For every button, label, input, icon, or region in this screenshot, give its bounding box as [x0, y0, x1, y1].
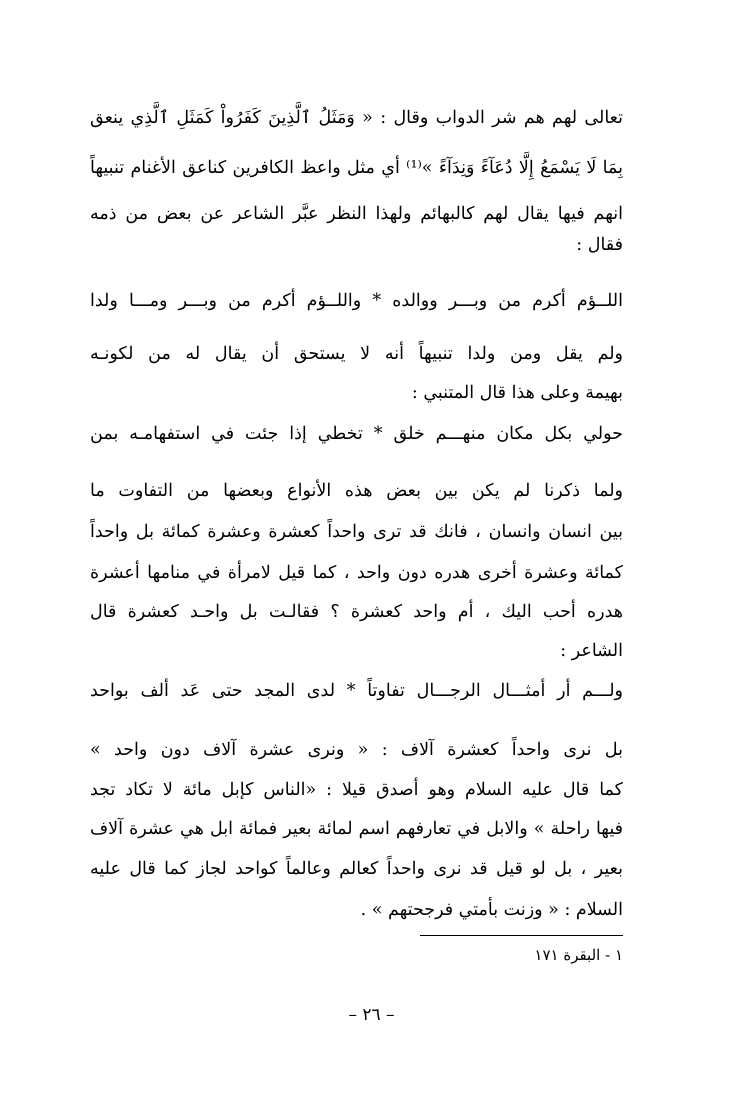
page-number: – ٢٦ – [348, 1005, 395, 1025]
text-line-10: هدره أحب اليك ، أم واحد كعشرة ؟ فقالـت بل واحـد كعشرة قال [90, 602, 623, 622]
footnote: ١ - البقرة ١٧١ [534, 946, 623, 964]
text-line-8: بين انسان وانسان ، فانك قد ترى واحداً كعشرة وعشرة كمائة بل واحداً [90, 522, 623, 542]
verse-line-3: ولـــم أر أمثـــال الرجـــال تفاوتاً * لدى المجد حتى عَد ألف بواحد [90, 681, 623, 701]
text-line-15: بعير ، بل لو قيل قد نرى واحداً كعالم وعالماً كواحد لجاز كما قال عليه [90, 859, 623, 879]
text-line-7: ولما ذكرنا لم يكن بين بعض هذه الأنواع وبعضها من التفاوت ما [90, 481, 623, 501]
verse-line-1: اللــؤم أكرم من وبـــر ووالده * واللــؤم أكرم من وبـــر ومـــا ولدا [90, 291, 623, 311]
text-line-13: كما قال عليه السلام وهو أصدق قيلا : «الناس كإبل مائة لا تكاد تجد [90, 780, 623, 800]
verse-line-2: حولي بكل مكان منهـــم خلق * تخطي إذا جئت في استفهامـه بمن [90, 424, 623, 444]
text-line-9: كمائة وعشرة أخرى هدره دون واحد ، كما قيل لامرأة في منامها أعشرة [90, 563, 623, 583]
text-line-16: السلام : « وزنت بأمتي فرجحتهم » . [360, 900, 623, 920]
text-line-14: فيها راحلة » والابل في تعارفهم اسم لمائة بعير فمائة ابل هي عشرة آلاف [90, 819, 623, 839]
text-line-1: تعالى لهم هم شر الدواب وقال : « وَمَثَلُ ٱلَّذِينَ كَفَرُواْ كَمَثَلِ ٱلَّذِي ينعق [90, 108, 623, 128]
text-line-2: بِمَا لَا يَسْمَعُ إِلَّا دُعَآءً وَنِدَآءً »⁽¹⁾ أي مثل واعظ الكافرين كناعق الأغنام تنبيهاً [90, 158, 623, 178]
text-line-6: بهيمة وعلى هذا قال المتنبي : [411, 383, 623, 403]
text-line-12: بل نرى واحداً كعشرة آلاف : « ونرى عشرة آلاف دون واحد » [90, 740, 623, 760]
footnote-rule [420, 935, 623, 936]
text-line-11: الشاعر : [560, 641, 623, 661]
text-line-4: فقال : [576, 235, 623, 255]
text-line-3: انهم فيها يقال لهم كالبهائم ولهذا النظر عبَّر الشاعر عن بعض من ذمه [90, 204, 623, 224]
text-line-5: ولم يقل ومن ولدا تنبيهاً أنه لا يستحق أن يقال له من لكونـه [90, 344, 623, 364]
